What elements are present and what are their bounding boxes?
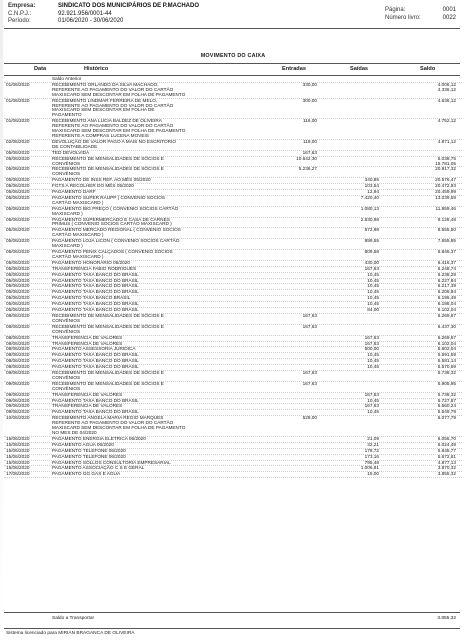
- row-entrada: 167,63: [302, 323, 317, 329]
- table-row: [4, 99, 462, 120]
- periodo-label: Período:: [8, 18, 31, 24]
- row-saldo: 4.006,12 4.336,12: [437, 81, 456, 92]
- row-saldo: 8.555,50: [437, 227, 456, 233]
- row-historico: PAGAMENTO LOJA LICON ( CONVENIO SOCIOS CARTÃO MAXISCARD ): [52, 238, 180, 249]
- row-saldo: 5.570,69: [437, 364, 456, 370]
- license-text: Sistema licenciado para MIRIAN BRAGANCA DE OLIVEIRA: [6, 631, 135, 636]
- row-saida: 21,09: [367, 435, 379, 441]
- row-date: 02/06/2020: [6, 138, 30, 144]
- row-saldo: 6.846,37: [437, 249, 456, 254]
- row-date: 05/06/2020: [6, 249, 30, 254]
- col-historico: Histórico: [84, 66, 109, 72]
- row-historico: DEVOLUÇÃO DE VALOR PAGO A MAIS NO ESCRITORIO DE CONTABILIDADE: [52, 138, 176, 149]
- pagina-label: Página:: [385, 7, 406, 13]
- row-historico: RECEBIMENTO DE MENSALIDADES DE SÓCIOS E CONVÊNIOS: [52, 370, 164, 380]
- row-date: 08/06/2020: [6, 358, 30, 364]
- table-row: [4, 325, 462, 336]
- row-saldo: 6.186,04: [437, 301, 456, 307]
- row-historico: TRANSFERENCIA DE VALORES: [52, 403, 123, 409]
- row-date: 09/06/2020: [6, 391, 30, 397]
- row-historico: PAGAMENTO TELEFONE 06/2020: [52, 453, 126, 459]
- row-saida: 10,45: [367, 295, 379, 301]
- row-historico: PAGAMENTO TAXA BANCO BRASIL: [52, 295, 131, 301]
- row-saida: 32,21: [367, 441, 379, 447]
- row-date: 08/06/2020: [6, 312, 30, 318]
- row-date: 09/06/2020: [6, 409, 30, 415]
- row-saldo: 6.269,67: [437, 312, 456, 318]
- row-saida: 809,58: [364, 249, 379, 254]
- row-saida: 572,98: [364, 227, 379, 233]
- row-date: 01/06/2020: [6, 81, 30, 87]
- row-saida: 340,85: [364, 177, 379, 183]
- row-saldo: 6.056,70: [437, 435, 456, 441]
- row-historico: PAGAMENTO TAXA BANCO DO BRASIL: [52, 289, 139, 295]
- row-historico: RECEBIMENTO LINDMAR FERREIRA DE MELO, REFERENTE AO PAGAMENTO DO VALOR DO CARTÃO MAXISCARD SEM DESCONTAR EM FOLHA DE PAGAMENTO: [52, 97, 174, 118]
- row-entrada: 10.642,30: [296, 155, 317, 161]
- row-historico: PAGAMENTO GG GAS E AGUA: [52, 471, 121, 477]
- row-historico: TRANSFERENCIA DE VALORES: [52, 391, 123, 397]
- row-saida: 84,00: [367, 307, 379, 313]
- row-historico: PAGAMENTO TAXA BANCO DO BRASIL: [52, 307, 139, 313]
- row-date: 15/06/2020: [6, 435, 30, 441]
- row-date: 15/06/2020: [6, 465, 30, 471]
- row-saldo: 11.959,46: [435, 205, 456, 211]
- row-saida: 10,45: [367, 352, 379, 358]
- row-date: 05/06/2020: [6, 177, 30, 183]
- row-date: 05/06/2020: [6, 227, 30, 233]
- row-saldo: 6.196,49: [437, 295, 456, 301]
- row-entrada: 528,00: [302, 415, 317, 421]
- row-historico: PAGAMENTO TAXA BANCO DO BRASIL: [52, 364, 139, 370]
- livro-value: 0022: [442, 15, 456, 21]
- row-saldo: 13.039,59: [435, 194, 456, 200]
- row-saida: 899,55: [364, 238, 379, 244]
- pagina-value: 0001: [442, 7, 456, 13]
- row-saldo: 20.472,93: [435, 183, 456, 189]
- column-headers: [4, 63, 460, 75]
- row-date: 05/06/2020: [6, 301, 30, 307]
- row-date: 05/06/2020: [6, 238, 30, 244]
- row-saldo: 5.738,32: [437, 391, 456, 397]
- row-saldo: 6.227,84: [437, 277, 456, 283]
- row-historico: TRANSFERENCIA DE VALORES: [52, 334, 123, 340]
- row-saldo: 5.602,04: [437, 346, 456, 352]
- row-date: 15/06/2020: [6, 441, 30, 447]
- row-historico: PAGAMENTO DARF: [52, 189, 96, 195]
- row-entrada: 330,00: [302, 81, 317, 87]
- row-saldo: 20.459,99: [435, 189, 456, 195]
- row-saida: 10,45: [367, 301, 379, 307]
- row-date: 05/06/2020: [6, 295, 30, 301]
- row-historico: RECEBIMENTO DE MENSALIDADES DE SÓCIOS E CONVÊNIOS: [52, 166, 164, 177]
- row-historico: RECEBIMENTO DE MENSALIDADES DE SÓCIOS E CONVÊNIOS: [52, 155, 164, 166]
- row-saldo: 6.077,79: [437, 415, 456, 421]
- row-date: 05/06/2020: [6, 271, 30, 277]
- row-saida: 167,63: [364, 391, 379, 397]
- row-saldo: 6.217,39: [437, 283, 456, 289]
- row-historico: PAGAMENTO ASSOCIAÇÃO C S E GERAL: [52, 465, 145, 471]
- row-saida: 15,00: [367, 471, 379, 477]
- row-historico: PAGAMENTO TAXA BANCO DO BRASIL: [52, 397, 139, 403]
- row-date: 10/06/2020: [6, 415, 30, 421]
- row-date: 09/06/2020: [6, 380, 30, 386]
- row-historico: RECEBIMENTO DE MENSALIDADES DE SÓCIOS E CONVÊNIOS: [52, 323, 164, 334]
- row-date: 05/06/2020: [6, 183, 30, 189]
- row-date: 09/06/2020: [6, 403, 30, 409]
- row-saldo: 6.206,94: [437, 289, 456, 295]
- row-historico: PAGAMENTO PENIX CALÇADOS ( CONVENIO SOCIOS CARTÃO MAXISCARD ): [52, 249, 173, 259]
- license-rule: [4, 628, 460, 629]
- row-saldo: 20.576,47: [435, 177, 456, 183]
- row-saldo: 6.102,04: [437, 340, 456, 346]
- row-saldo: 9.128,48: [437, 216, 456, 222]
- row-historico: PAGAMENTO TAXA BANCO DO BRASIL: [52, 409, 139, 415]
- row-date: 08/06/2020: [6, 323, 30, 329]
- row-entrada: 167,63: [302, 370, 317, 376]
- row-historico: PAGAMENTO ASSESSORIA JURIDICA: [52, 346, 136, 352]
- empresa-label: Empresa:: [8, 3, 36, 9]
- row-entrada: 116,00: [303, 118, 317, 124]
- row-saida: 10,45: [367, 364, 379, 370]
- row-saldo: 3.870,32: [437, 465, 456, 471]
- row-entrada: 167,63: [302, 149, 317, 155]
- row-saida: 10,45: [367, 289, 379, 295]
- row-historico: Saldo Anterior: [52, 76, 82, 81]
- row-saida: 2.830,98: [360, 216, 379, 222]
- row-date: 05/06/2020: [6, 216, 30, 222]
- row-saldo: 6.416,37: [437, 259, 456, 265]
- row-saida: 795,48: [364, 459, 379, 465]
- row-date: 08/06/2020: [6, 334, 30, 340]
- row-entrada: 167,63: [302, 380, 317, 386]
- row-date: 05/06/2020: [6, 194, 30, 200]
- table-row: [4, 207, 462, 218]
- row-saldo: 6.102,04: [437, 307, 456, 313]
- col-saldo: Saldo: [420, 66, 436, 72]
- row-saldo: 4.877,13: [437, 459, 456, 465]
- row-saida: 1.080,13: [360, 205, 379, 211]
- row-entrada: 119,00: [303, 138, 317, 144]
- row-saldo: 5.560,24: [437, 403, 456, 409]
- row-saida: 7.420,40: [360, 194, 379, 200]
- row-historico: RECEBIMENTO ORLANDO DA SILVA MACHADO, REFERENTE AO PAGAMENTO DO VALOR DO CARTÃO MAXISCARD SEM DESCONTAR EM FOLHA DE PAGAMENTO: [52, 81, 186, 97]
- row-historico: PAGAMENTO TELEFONE 06/2020: [52, 447, 126, 453]
- report-header: [0, 0, 466, 28]
- row-date: 05/06/2020: [6, 265, 30, 271]
- row-saida: 10,45: [367, 397, 379, 403]
- row-saldo: 4.871,12: [437, 138, 456, 144]
- row-historico: PAGAMENTO SUPER RAUPP ( CONVENIO SOCIOS CARTÃO MAXISCARD ): [52, 194, 166, 205]
- row-date: 05/06/2020: [6, 277, 30, 283]
- row-saldo: 6.269,67: [437, 334, 456, 340]
- row-date: 08/06/2020: [6, 340, 30, 346]
- empresa-value: SINDICATO DOS MUNICIPÁRIOS DE P.MACHADO: [58, 3, 200, 9]
- row-historico: RECEBIMENTO ANGELA MARIA REGIO MARQUES REFERENTE AO PAGAMENTO DO VALOR DO CARTÃO MAXISCARD SEM DESCONTAR EM FOLHA DE PAGAMENTO NO MES DE 04/2020: [52, 415, 186, 435]
- row-date: 05/06/2020: [6, 166, 30, 172]
- row-entrada: 300,00: [302, 97, 317, 103]
- saldo-transportar-label: Saldo a Transportar: [52, 616, 95, 621]
- row-historico: RECEBIMENTO DE MENSALIDADES DE SÓCIOS E CONVÊNIOS: [52, 380, 164, 391]
- row-historico: TED DEVOLVIDA: [52, 149, 90, 155]
- row-saldo: 5.672,61: [437, 453, 456, 459]
- row-saldo: 4.752,12: [437, 118, 456, 124]
- row-saida: 167,63: [364, 403, 379, 409]
- row-date: 05/06/2020: [6, 205, 30, 211]
- row-historico: PAGAMENTO BIG PREÇO ( CONVENIO SOCIOS CARTÃO MAXISCARD ): [52, 205, 179, 216]
- report-title: MOVIMENTO DO CAIXA: [200, 53, 266, 59]
- header-rule: [4, 28, 460, 29]
- row-saida: 500,00: [364, 346, 379, 352]
- row-historico: TRANSFERENCIA DE VALORES: [52, 340, 123, 346]
- row-historico: RECEBIMENTO ANA LUCIA BALDEZ DE OLIVEIRA REFERENTE AO PAGAMENTO DO VALOR DO CARTÃO MAXISCARD SEM DESCONTAR EM FOLHA DE PAGAMENTO REFERENTE A COMPRAS LUCENA MOVEIS: [52, 118, 186, 138]
- row-historico: PAGAMENTO MERCADO REGIONAL ( CONVENIO SOCIOS CARTÃO MAXISCARD ): [52, 227, 181, 238]
- row-date: 05/06/2020: [6, 149, 30, 155]
- row-saldo: 5.038,75 15.781,05: [435, 155, 456, 166]
- row-historico: RECEBIMENTO DE MENSALIDADES DE SÓCIOS E CONVÊNIOS: [52, 312, 164, 323]
- scan-edge: [0, 0, 3, 640]
- cash-movement-table: [4, 77, 462, 478]
- row-date: 01/06/2020: [6, 97, 30, 103]
- cnpj-label: C.N.P.J.:: [8, 11, 32, 17]
- row-saida: 167,63: [364, 334, 379, 340]
- row-saldo: 5.727,87: [437, 397, 456, 403]
- table-row: [4, 472, 462, 478]
- livro-label: Número livro:: [385, 15, 421, 21]
- row-saldo: 5.738,32: [437, 370, 456, 376]
- row-saida: 12,94: [367, 189, 379, 195]
- row-saldo: 6.437,30: [437, 323, 456, 329]
- row-date: 17/06/2020: [6, 471, 30, 477]
- row-entrada: 5.236,27: [298, 166, 317, 172]
- col-saidas: Saídas: [350, 66, 369, 72]
- row-saida: 10,45: [367, 271, 379, 277]
- row-date: 15/06/2020: [6, 447, 30, 453]
- row-saldo: 3.855,32: [437, 471, 456, 477]
- row-saldo: 4.636,12: [437, 97, 456, 103]
- row-date: 05/06/2020: [6, 259, 30, 265]
- row-historico: PAGAMENTO TAXA BANCO DO BRASIL: [52, 352, 139, 358]
- row-saida: 167,63: [364, 340, 379, 346]
- row-saldo: 5.581,14: [437, 358, 456, 364]
- row-saida: 103,54: [364, 183, 379, 189]
- row-saida: 178,72: [364, 447, 379, 453]
- row-date: 05/06/2020: [6, 155, 30, 161]
- row-historico: PAGAMENTO TAXA BANCO DO BRASIL: [52, 277, 139, 283]
- row-date: 09/06/2020: [6, 397, 30, 403]
- row-date: 08/06/2020: [6, 352, 30, 358]
- row-date: 08/06/2020: [6, 364, 30, 370]
- row-date: 15/06/2020: [6, 453, 30, 459]
- row-date: 08/06/2020: [6, 346, 30, 352]
- row-historico: PAGAMENTO TAXA BANCO DO BRASIL: [52, 358, 139, 364]
- row-saldo: 6.248,74: [437, 265, 456, 271]
- row-saldo: 5.591,59: [437, 352, 456, 358]
- row-entrada: 167,63: [302, 312, 317, 318]
- row-historico: PAGAMENTO TAXA BANCO DO BRASIL: [52, 301, 139, 307]
- row-saida: 10,45: [367, 409, 379, 415]
- table-row: [4, 416, 462, 437]
- row-historico: PAGAMENTO HONORÁRIO 05/2020: [52, 259, 130, 265]
- row-saida: 10,45: [367, 277, 379, 283]
- row-date: 05/06/2020: [6, 289, 30, 295]
- row-date: 05/06/2020: [6, 307, 30, 313]
- row-saida: 10,45: [367, 283, 379, 289]
- row-historico: PAGAMENTO AGUA 06/2020: [52, 441, 114, 447]
- periodo-value: 01/06/2020 - 30/06/2020: [58, 18, 124, 24]
- row-saldo: 7.655,95: [437, 238, 456, 244]
- row-historico: PAGAMENTO TAXA BANCO DO BRASIL: [52, 283, 139, 289]
- row-historico: PAGAMENTO SOLLOS CONSULTORIA EMPRESARIAL: [52, 459, 171, 465]
- row-saida: 173,16: [364, 453, 379, 459]
- row-saida: 1.006,81: [360, 465, 379, 471]
- row-saldo: 6.238,29: [437, 271, 456, 277]
- col-entradas: Entradas: [282, 66, 306, 72]
- row-historico: FGTS A RECOLHER DO MÊS 05/2020: [52, 183, 134, 189]
- footer-rule: [4, 612, 460, 613]
- row-historico: PAGAMENTO TAXA BANCO DO BRASIL: [52, 271, 139, 277]
- row-historico: TRANSFERENCIA FABIO RODRIGUES: [52, 265, 137, 271]
- row-saldo: 5.549,79: [437, 409, 456, 415]
- col-data: Data: [34, 66, 47, 72]
- cnpj-value: 92.921.956/0001-44: [58, 11, 112, 17]
- row-saida: 167,63: [364, 265, 379, 271]
- row-saldo: 20.917,32: [435, 166, 456, 172]
- row-saldo: 5.905,95: [437, 380, 456, 386]
- row-historico: PAGAMENTO ENERGIA ELETRICA 06/2020: [52, 435, 146, 441]
- table-row: [4, 119, 462, 140]
- row-saida: 430,00: [364, 259, 379, 265]
- row-date: 15/06/2020: [6, 459, 30, 465]
- saldo-transportar-value: 3.855,32: [437, 616, 456, 621]
- row-date: 09/06/2020: [6, 370, 30, 376]
- row-date: 01/06/2020: [6, 118, 30, 124]
- row-date: 05/06/2020: [6, 283, 30, 289]
- row-date: 05/06/2020: [6, 189, 30, 195]
- table-row: [4, 83, 462, 99]
- row-historico: PAGAMENTO SUPERMERCADO E CASA DE CARNES PRIMUS ( CONVENIO SOCIOS CARTÃO MAXISCARD ): [52, 216, 172, 227]
- row-saida: 10,45: [367, 358, 379, 364]
- row-saldo: 5.845,77: [437, 447, 456, 453]
- row-historico: PAGAMENTO DE INSS REF. AO MÊS 05/2020: [52, 177, 151, 183]
- row-saldo: 6.024,49: [437, 441, 456, 447]
